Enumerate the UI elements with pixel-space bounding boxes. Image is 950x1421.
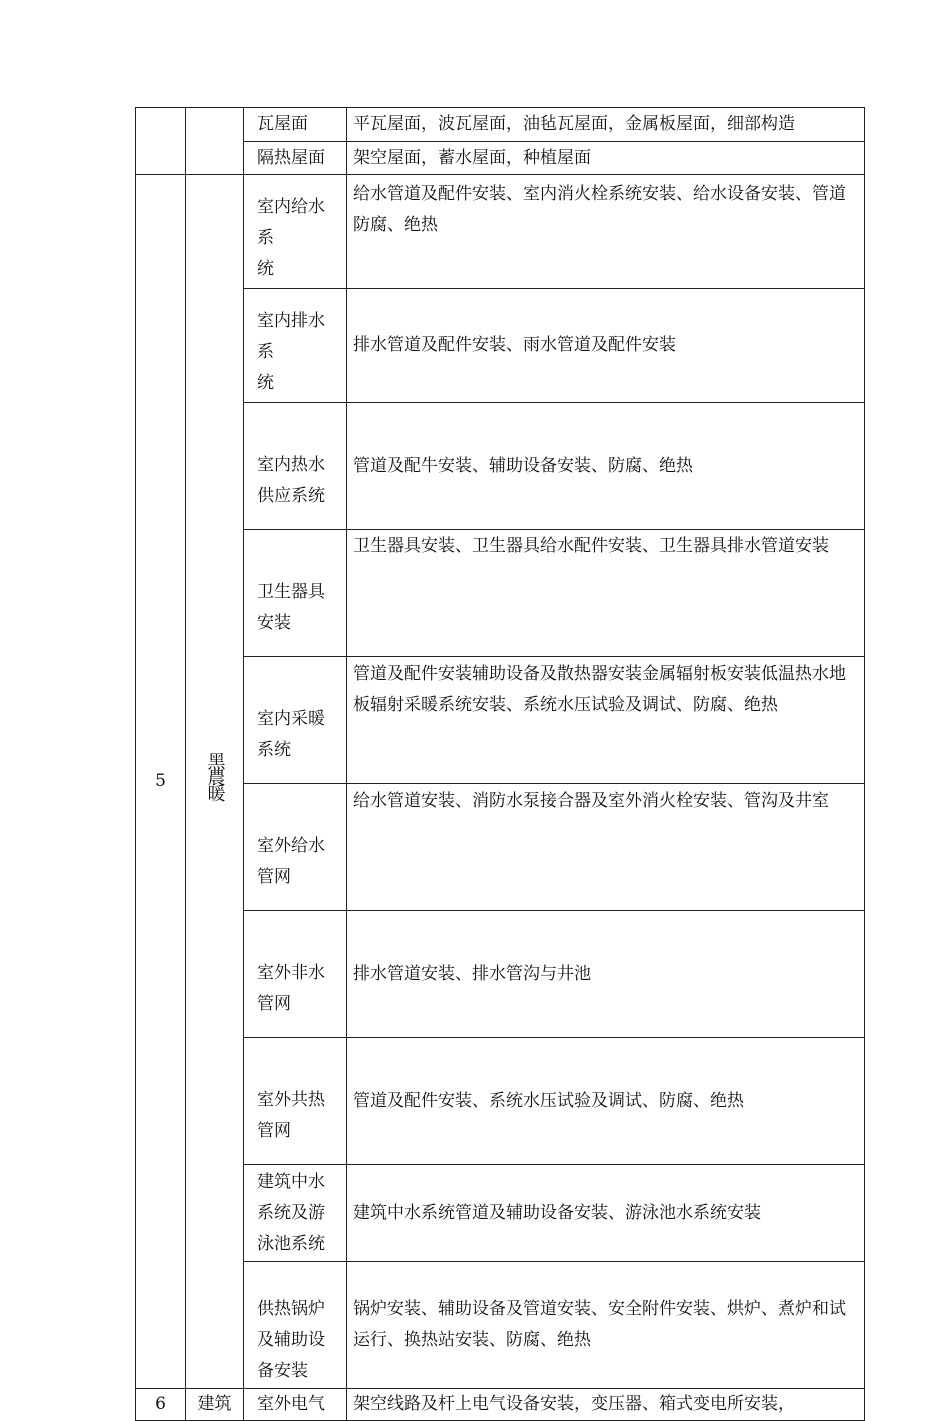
subsection-name: 室外共热管网 <box>244 1038 347 1165</box>
subsection-name: 室内采暖系统 <box>244 657 347 784</box>
table-row <box>136 289 865 403</box>
empty-category-cell <box>186 108 244 175</box>
section-category <box>186 175 244 1389</box>
section-category-label: 黑農暖 <box>204 752 226 800</box>
subsection-description: 管道及配牛安装、辅助设备安装、防腐、绝热 <box>347 403 865 530</box>
subsection-description: 管道及配件安装、系统水压试验及调试、防腐、绝热 <box>347 1038 865 1165</box>
subsection-name: 供热锅炉及辅助设备安装 <box>244 1262 347 1389</box>
subsection-name: 隔热屋面 <box>244 142 347 175</box>
table-row <box>136 1389 865 1421</box>
table-row <box>136 175 865 289</box>
table-row <box>136 657 865 784</box>
subsection-name: 室外电气 <box>244 1389 347 1421</box>
table-row <box>136 108 865 142</box>
subsection-description: 给水管道及配件安装、室内消火栓系统安装、给水设备安装、管道防腐、绝热 <box>347 175 865 289</box>
subsection-name: 室内热水供应系统 <box>244 403 347 530</box>
table-row <box>136 1262 865 1389</box>
section-number: 5 <box>136 175 186 1389</box>
subsection-description: 建筑中水系统管道及辅助设备安装、游泳池水系统安装 <box>347 1165 865 1262</box>
subsection-name: 室外给水管网 <box>244 784 347 911</box>
subsection-name: 室外非水管网 <box>244 911 347 1038</box>
table-row <box>136 403 865 530</box>
subsection-description: 平瓦屋面，波瓦屋面，油毡瓦屋面，金属板屋面，细部构造 <box>347 108 865 142</box>
table-row <box>136 911 865 1038</box>
subsection-description: 锅炉安装、辅助设备及管道安装、安全附件安装、烘炉、煮炉和试运行、换热站安装、防腐、绝热 <box>347 1262 865 1389</box>
subsection-name: 卫生器具安装 <box>244 530 347 657</box>
subsection-description: 架空线路及杆上电气设备安装，变压器、箱式变电所安装， <box>347 1389 865 1421</box>
table-row <box>136 1038 865 1165</box>
subsection-name: 室内排水系 统 <box>244 289 347 403</box>
subsection-description: 卫生器具安装、卫生器具给水配件安装、卫生器具排水管道安装 <box>347 530 865 657</box>
subsection-description: 排水管道及配件安装、雨水管道及配件安装 <box>347 289 865 403</box>
subsection-name: 建筑中水系统及游泳池系统 <box>244 1165 347 1262</box>
subsection-name: 室内给水系 统 <box>244 175 347 289</box>
subsection-name: 瓦屋面 <box>244 108 347 142</box>
subsection-description: 架空屋面，蓄水屋面，种植屋面 <box>347 142 865 175</box>
section-number: 6 <box>136 1389 186 1421</box>
table-row <box>136 530 865 657</box>
subsection-description: 排水管道安装、排水管沟与井池 <box>347 911 865 1038</box>
table-row <box>136 142 865 175</box>
empty-number-cell <box>136 108 186 175</box>
subsection-description: 管道及配件安装辅助设备及散热器安装金属辐射板安装低温热水地板辐射采暖系统安装、系统水压试验及调试、防腐、绝热 <box>347 657 865 784</box>
table-row <box>136 1165 865 1262</box>
acceptance-division-table <box>135 107 865 1421</box>
section-category: 建筑 <box>186 1389 244 1421</box>
table-row <box>136 784 865 911</box>
subsection-description: 给水管道安装、消防水泵接合器及室外消火栓安装、管沟及井室 <box>347 784 865 911</box>
